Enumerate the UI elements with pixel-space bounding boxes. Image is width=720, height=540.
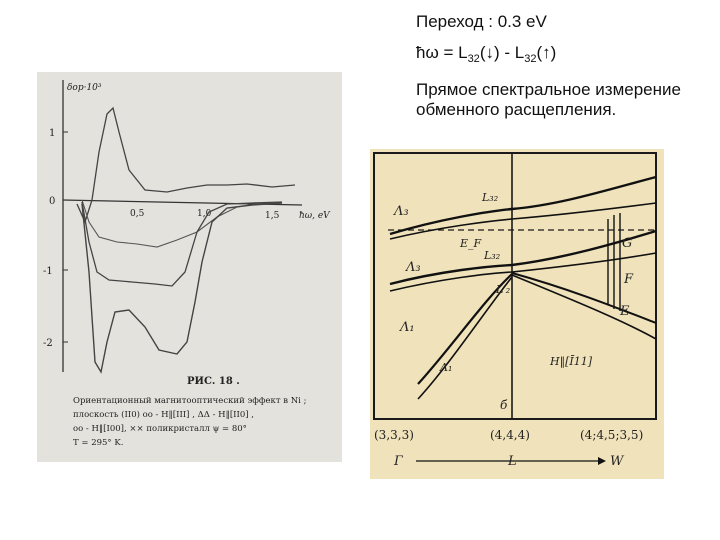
caption-line: оо - H‖[I00], ×× поликристалл ψ = 80° bbox=[73, 424, 247, 434]
description: Прямое спектральное измерение обменного расщепления. bbox=[416, 80, 681, 119]
symmetry-point-label: Г bbox=[394, 454, 403, 469]
band-label: F bbox=[624, 272, 634, 287]
y-tick-label: 0 bbox=[49, 196, 56, 207]
curve-H-110 bbox=[82, 203, 282, 372]
band-E bbox=[512, 275, 656, 339]
band-label: E_F bbox=[460, 237, 482, 250]
band-F bbox=[512, 273, 656, 323]
band-label: Λ₃ bbox=[406, 260, 421, 275]
transition-arrows bbox=[608, 213, 620, 311]
band-label: H‖[Ī11] bbox=[550, 355, 593, 368]
magneto-optical-figure bbox=[37, 72, 342, 462]
band-upper bbox=[390, 177, 656, 234]
k-point-label: (4;4,5;3,5) bbox=[580, 428, 644, 442]
y-tick-marks bbox=[63, 132, 68, 342]
slide-text-block bbox=[416, 12, 712, 120]
band-label: E bbox=[620, 304, 630, 319]
caption-line: Ориентационный магнитооптический эффект в Ni ; bbox=[73, 396, 307, 406]
band-structure-plot bbox=[370, 149, 664, 479]
band-label: Λ₃ bbox=[394, 204, 409, 219]
x-tick-label: 1,5 bbox=[265, 211, 280, 221]
band-label: L′₂ bbox=[496, 283, 511, 296]
y-tick-label: 1 bbox=[49, 128, 56, 139]
caption-title: РИС. 18 . bbox=[187, 376, 240, 387]
formula-sub-1: 32 bbox=[467, 53, 480, 65]
formula-lhs: ħω = L bbox=[416, 43, 468, 62]
band-label: Λ₁ bbox=[400, 320, 415, 335]
band-label: L₃₂ bbox=[484, 249, 501, 262]
caption-line: плоскость (II0) оо - H‖[III] , ΔΔ - H‖[II0] , bbox=[73, 410, 254, 420]
x-axis-label: ħω, eV bbox=[299, 211, 330, 221]
symmetry-point-label: W bbox=[610, 454, 624, 469]
y-axis-label: δор·10³ bbox=[67, 83, 102, 93]
x-tick-label: 0,5 bbox=[130, 209, 145, 219]
y-tick-label: -1 bbox=[43, 266, 53, 277]
caption-line: T = 295° K. bbox=[73, 438, 124, 448]
curve-H-100 bbox=[82, 202, 282, 286]
curve-polycrystal bbox=[82, 200, 282, 247]
band-label: G bbox=[622, 236, 633, 251]
band-label: б bbox=[500, 398, 508, 412]
k-point-label: (3,3,3) bbox=[374, 428, 414, 442]
transition-energy: Переход : 0.3 eV bbox=[416, 12, 547, 31]
k-point-label: (4,4,4) bbox=[490, 428, 530, 442]
formula bbox=[416, 42, 712, 70]
x-tick-label: 1,0 bbox=[197, 209, 212, 219]
band-label: L₃₂ bbox=[482, 191, 499, 204]
formula-mid: (↓) - L bbox=[479, 43, 525, 62]
band-label: Λ₁ bbox=[440, 361, 453, 374]
band-middle-2 bbox=[390, 253, 656, 291]
band-structure-figure bbox=[370, 149, 664, 479]
arrow-head bbox=[598, 457, 606, 465]
formula-sub-2: 32 bbox=[524, 53, 537, 65]
y-tick-label: -2 bbox=[43, 338, 53, 349]
formula-tail: (↑) bbox=[536, 43, 557, 62]
symmetry-point-label: L bbox=[508, 454, 517, 469]
magneto-optical-plot bbox=[37, 72, 342, 462]
